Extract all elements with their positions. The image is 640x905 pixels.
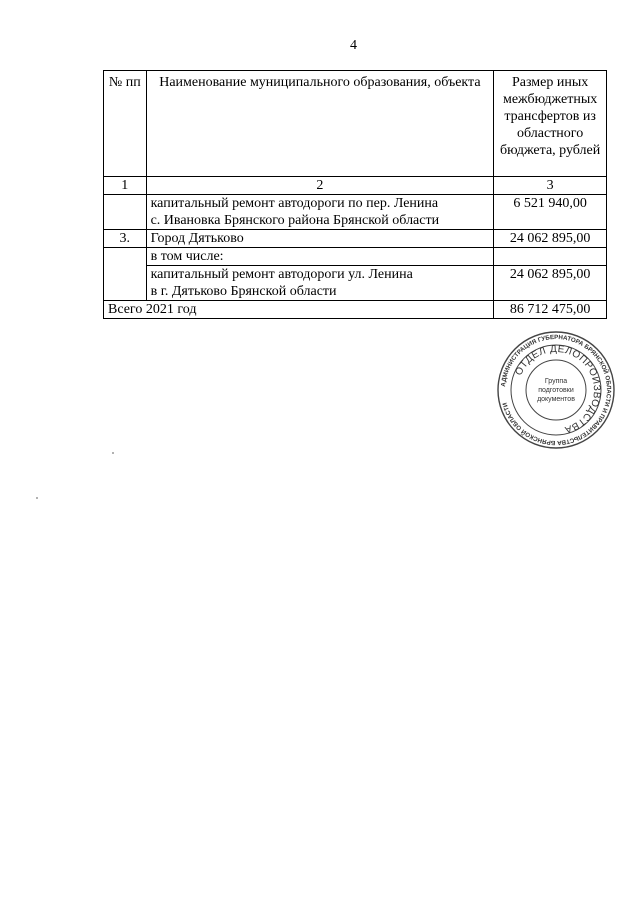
row-name-line: капитальный ремонт автодороги ул. Ленина: [150, 267, 413, 282]
table-row: [104, 248, 607, 266]
row-num: 3.: [104, 230, 147, 248]
col-index-3: 3: [494, 177, 607, 195]
col-index-1: 1: [104, 177, 147, 195]
header-amount: Размер иных межбюджетных трансфертов из областного бюджета, рублей: [494, 71, 607, 177]
row-amount: 24 062 895,00: [494, 266, 607, 301]
row-name-line: с. Ивановка Брянского района Брянской области: [150, 213, 440, 228]
header-num: № пп: [104, 71, 147, 177]
row-name: Город Дятьково: [146, 230, 494, 248]
stamp-center-line: Группа: [544, 378, 568, 385]
row-amount: [494, 248, 607, 266]
row-name: в том числе:: [146, 248, 494, 266]
scan-speck: [112, 452, 114, 454]
row-amount: 24 062 895,00: [494, 230, 607, 248]
document-stamp: [496, 330, 616, 450]
total-row: [104, 301, 607, 319]
row-name: [146, 195, 494, 230]
column-index-row: [104, 177, 607, 195]
transfers-table: [103, 70, 607, 319]
total-amount: 86 712 475,00: [494, 301, 607, 319]
row-name-line: капитальный ремонт автодороги по пер. Ленина: [150, 196, 439, 211]
scan-speck: [36, 497, 38, 499]
table-header-row: [104, 71, 607, 177]
row-num: [104, 266, 147, 301]
row-num: [104, 195, 147, 230]
stamp-center-line: подготовки: [538, 387, 574, 394]
row-name: [146, 266, 494, 301]
table-row: [104, 230, 607, 248]
row-num: [104, 248, 147, 266]
table-row: [104, 195, 607, 230]
header-name: Наименование муниципального образования, объекта: [146, 71, 494, 177]
total-label: Всего 2021 год: [104, 301, 494, 319]
stamp-inner-text: ОТДЕЛ ДЕЛОПРОИЗВОДСТВА: [513, 343, 603, 435]
col-index-2: 2: [146, 177, 494, 195]
stamp-center-line: документов: [537, 396, 575, 403]
page-number: 4: [350, 38, 357, 53]
table-row: [104, 266, 607, 301]
row-amount: 6 521 940,00: [494, 195, 607, 230]
row-name-line: в г. Дятьково Брянской области: [150, 284, 337, 299]
stamp-outer-text: АДМИНИСТРАЦИЯ ГУБЕРНАТОРА БРЯНСКОЙ ОБЛАСТИ И ПРАВИТЕЛЬСТВА БРЯНСКОЙ ОБЛАСТИ: [500, 333, 613, 447]
